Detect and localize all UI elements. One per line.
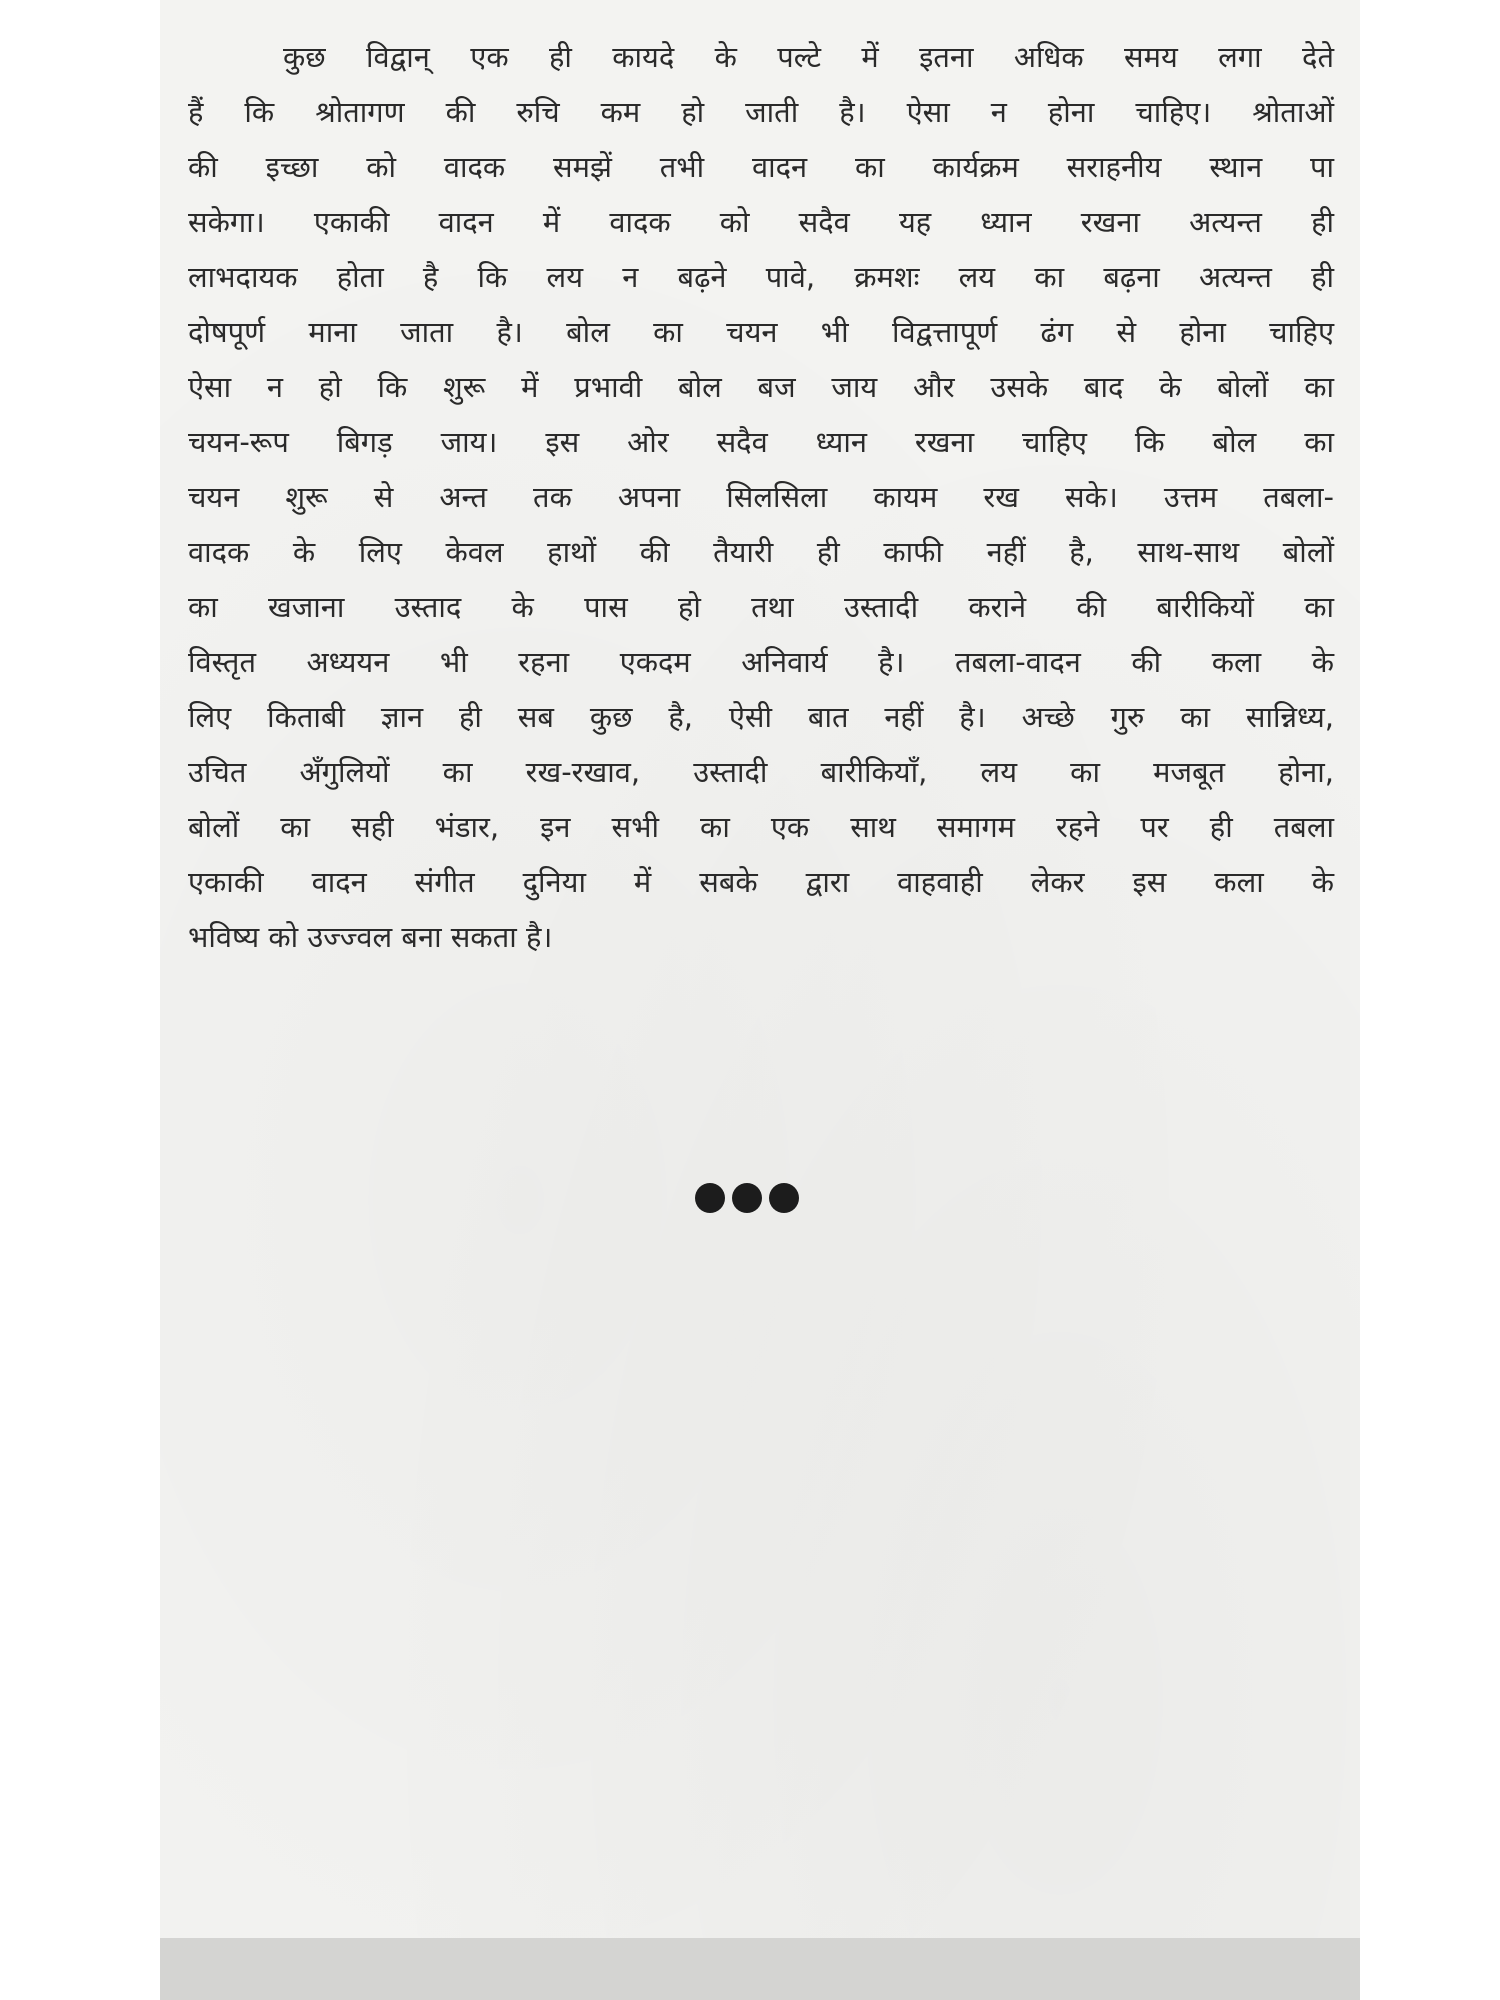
paragraph-line: का खजाना उस्ताद के पास हो तथा उस्तादी कराने की बारीकियों का — [188, 590, 1334, 624]
body-paragraph — [188, 30, 1334, 965]
paragraph-line: वादक के लिए केवल हाथों की तैयारी ही काफी नहीं है, साथ-साथ बोलों — [188, 535, 1334, 569]
paragraph-line: दोषपूर्ण माना जाता है। बोल का चयन भी विद्वत्तापूर्ण ढंग से होना चाहिए — [188, 315, 1334, 349]
paragraph-line: चयन शुरू से अन्त तक अपना सिलसिला कायम रख सके। उत्तम तबला- — [188, 480, 1334, 514]
paragraph-line: सकेगा। एकाकी वादन में वादक को सदैव यह ध्यान रखना अत्यन्त ही — [188, 205, 1334, 239]
ornament-dot — [695, 1183, 725, 1213]
ornament-dot — [769, 1183, 799, 1213]
scan-bottom-edge — [160, 1938, 1360, 2000]
paragraph-line: भविष्य को उज्ज्वल बना सकता है। — [188, 920, 553, 954]
paragraph-line: ऐसा न हो कि शुरू में प्रभावी बोल बज जाय और उसके बाद के बोलों का — [188, 370, 1334, 404]
paragraph-line: लाभदायक होता है कि लय न बढ़ने पावे, क्रमशः लय का बढ़ना अत्यन्त ही — [188, 260, 1334, 294]
ornament-dot — [732, 1183, 762, 1213]
paragraph-line: उचित अँगुलियों का रख-रखाव, उस्तादी बारीकियाँ, लय का मजबूत होना, — [188, 755, 1334, 789]
section-end-ornament — [695, 1183, 799, 1213]
paragraph-line: विस्तृत अध्ययन भी रहना एकदम अनिवार्य है। तबला-वादन की कला के — [188, 645, 1334, 679]
paragraph-line: एकाकी वादन संगीत दुनिया में सबके द्वारा वाहवाही लेकर इस कला के — [188, 865, 1334, 899]
paragraph-line: हैं कि श्रोतागण की रुचि कम हो जाती है। ऐसा न होना चाहिए। श्रोताओं — [188, 95, 1334, 129]
paragraph-line: कुछ विद्वान् एक ही कायदे के पल्टे में इतना अधिक समय लगा देते — [283, 40, 1334, 74]
book-page — [160, 0, 1360, 2000]
paragraph-line: चयन-रूप बिगड़ जाय। इस ओर सदैव ध्यान रखना चाहिए कि बोल का — [188, 425, 1334, 459]
paragraph-line: बोलों का सही भंडार, इन सभी का एक साथ समागम रहने पर ही तबला — [188, 810, 1334, 844]
paragraph-line: की इच्छा को वादक समझें तभी वादन का कार्यक्रम सराहनीय स्थान पा — [188, 150, 1334, 184]
paragraph-line: लिए किताबी ज्ञान ही सब कुछ है, ऐसी बात नहीं है। अच्छे गुरु का सान्निध्य, — [188, 700, 1334, 734]
